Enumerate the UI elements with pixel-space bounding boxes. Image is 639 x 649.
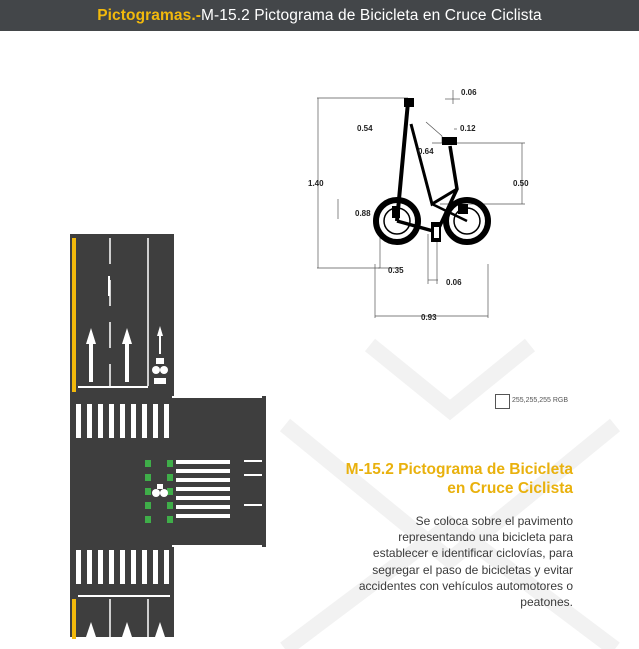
dim-1-40: 1.40 (308, 179, 324, 188)
desc-line: accidentes con vehículos automotores o (358, 578, 573, 593)
yellow-edge-line-bottom (72, 599, 76, 639)
bicycle-dimension-drawing (300, 84, 535, 324)
sign-title (300, 460, 573, 498)
desc-line: Se coloca sobre el pavimento (415, 514, 573, 528)
color-swatch (495, 394, 510, 409)
dim-0-50: 0.50 (513, 179, 529, 188)
desc-line: representando una bicicleta para (398, 530, 573, 545)
yellow-edge-line-top (72, 238, 76, 392)
sign-title-line-1: M-15.2 Pictograma de Bicicleta (345, 461, 573, 478)
dim-0-35: 0.35 (388, 266, 404, 275)
crosswalk-bottom (76, 550, 169, 584)
dim-0-12: 0.12 (460, 124, 476, 133)
desc-line: peatones. (520, 595, 573, 610)
header-title: M-15.2 Pictograma de Bicicleta en Cruce Ciclista (201, 6, 542, 24)
desc-line: establecer e identificar ciclovías, para (372, 546, 573, 561)
intersection-diagram (68, 234, 268, 639)
color-swatch-label: 255,255,255 RGB (512, 397, 569, 404)
dim-0-54: 0.54 (357, 124, 373, 133)
dim-0-93: 0.93 (421, 313, 437, 322)
header-lead: Pictogramas.- (97, 6, 202, 24)
sign-description (300, 513, 573, 610)
dim-0-06-top: 0.06 (461, 88, 477, 97)
crosswalk-top (76, 404, 169, 438)
dim-0-88: 0.88 (355, 209, 371, 218)
dim-0-64: 0.64 (418, 147, 434, 156)
dim-0-06-bottom: 0.06 (446, 278, 462, 287)
desc-line: segregar el paso de bicicletas y evitar (372, 562, 573, 577)
sign-title-line-2: en Cruce Ciclista (447, 480, 573, 497)
